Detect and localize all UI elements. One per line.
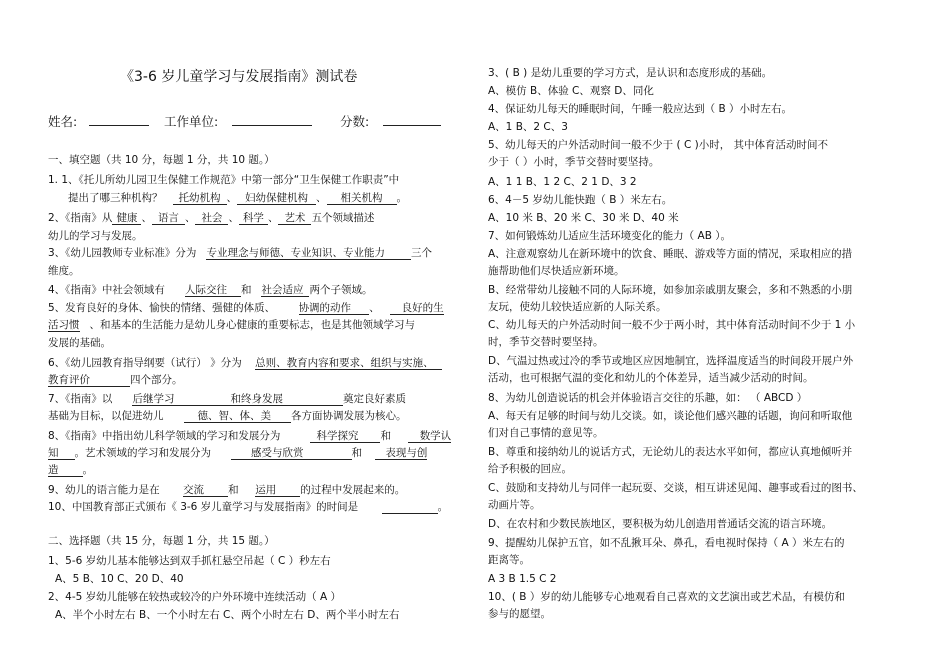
choice-q5-options: A、1 1 B、1 2 C、2 1 D、3 2 — [488, 176, 637, 188]
fill-q4-answer-1: 人际交往 — [185, 284, 241, 297]
fill-q1-sep-2: 、 — [316, 192, 327, 204]
score-label: 分数: — [340, 114, 370, 129]
section-fill-in-heading: 一、填空题（共 10 分，每题 1 分，共 10 题。） — [48, 154, 275, 166]
document-title: 《3-6 岁儿童学习与发展指南》测试卷 — [120, 69, 358, 85]
fill-q3-answer: 专业理念与师德、专业知识、专业能力 — [206, 247, 411, 260]
choice-q5-line1: 5、幼儿每天的户外活动时间一般不少于 ( C )小时， 其中体育活动时间不 — [488, 139, 829, 151]
choice-q9-line1: 9、提醒幼儿保护五官，如不乱揪耳朵、鼻孔，看电视时保持（ A ）米左右的 — [488, 537, 845, 549]
fill-q8-end: 。 — [82, 464, 93, 476]
choice-q4-options: A、1 B、2 C、3 — [488, 121, 568, 133]
choice-q8: 8、为幼儿创造说话的机会并体验语言交往的乐趣，如： （ ABCD ） — [488, 392, 808, 404]
fill-q8-line2 — [48, 446, 427, 460]
fill-q10-end: 。 — [437, 501, 449, 513]
fill-q2-answer-2: 语言 — [152, 212, 185, 225]
choice-q7-option-a-line2: 施帮助他们尽快适应新环境。 — [488, 265, 625, 277]
fill-q4-end: 两个子领域。 — [309, 284, 373, 296]
fill-q7-prompt: 7、《指南》以 — [48, 393, 113, 405]
fill-q5-line3: 发展的基础。 — [48, 337, 111, 349]
fill-q2-line1 — [48, 211, 374, 225]
fill-q6-answer-cont: 教育评价 — [48, 374, 130, 387]
choice-q3-options: A、模仿 B、体验 C、观察 D、同化 — [488, 85, 654, 97]
fill-q8-line3 — [48, 463, 93, 477]
fill-q5-prompt: 5、发育良好的身体、愉快的情绪、强健的体质、 — [48, 302, 276, 314]
choice-q6-options: A、10 米 B、20 米 C、30 米 D、40 米 — [488, 212, 679, 224]
fill-q9-end: 的过程中发展起来的。 — [300, 484, 406, 496]
fill-q7-prompt-2: 基础为目标，以促进幼儿 — [48, 410, 164, 422]
fill-q3-line2: 维度。 — [48, 265, 80, 277]
fill-q8-answer-2: 数学认 — [408, 430, 452, 443]
fill-q8-line1 — [48, 429, 451, 443]
fill-q9 — [48, 483, 405, 497]
fill-q1-answer-3: 相关机构 — [327, 192, 397, 205]
score-field[interactable] — [383, 113, 441, 126]
fill-q8-answer-2-cont: 知 — [48, 447, 75, 460]
fill-q2-answer-4: 科学 — [239, 212, 268, 225]
choice-q7-option-d-line2: 活动，也可根据气温的变化和幼儿的个体差异，适当减少活动的时间。 — [488, 372, 814, 384]
fill-q7-end: 奠定良好素质 — [342, 393, 406, 405]
fill-q9-answer-2: 运用 — [255, 484, 300, 497]
fill-q10 — [48, 500, 448, 514]
fill-q7-end-2: 各方面协调发展为核心。 — [291, 410, 407, 422]
fill-q2-end: 五个领域描述 — [311, 212, 375, 224]
fill-q8-answer-1: 科学探究 — [310, 430, 380, 443]
fill-q4-answer-2: 社会适应 — [261, 284, 309, 297]
choice-q2-options: A、半个小时左右 B、一个小时左右 C、两个小时左右 D、两个半小时左右 — [55, 609, 400, 621]
choice-q8-option-d: D、在农村和少数民族地区，要积极为幼儿创造用普通话交流的语言环境。 — [488, 518, 833, 530]
choice-q7: 7、如何锻炼幼儿适应生活环境变化的能力（ AB ）。 — [488, 230, 731, 242]
fill-q8-and: 和 — [380, 430, 391, 442]
fill-q5-line2 — [48, 318, 415, 332]
fill-q8-prompt: 8、《指南》中指出幼儿科学领域的学习和发展分为 — [48, 430, 281, 442]
fill-q9-and: 和 — [228, 484, 239, 496]
choice-q10-line2: 参与的愿望。 — [488, 608, 551, 620]
fill-q6-end: 四个部分。 — [130, 374, 183, 386]
fill-q2-answer-3: 社会 — [195, 212, 228, 225]
fill-q2-sep-2: 、 — [184, 212, 196, 224]
fill-q5-sep: 、 — [369, 302, 380, 314]
fill-q2-line2: 幼儿的学习与发展。 — [48, 230, 143, 242]
choice-q8-option-a-line1: A、每天有足够的时间与幼儿交谈。如，谈论他们感兴趣的话题，询问和听取他 — [488, 410, 853, 422]
choice-q10-line1: 10、( B ）岁的幼儿能够专心地观看自己喜欢的文艺演出或艺术品，有模仿和 — [488, 591, 845, 603]
choice-q8-option-b-line2: 给予积极的回应。 — [488, 463, 572, 475]
name-field[interactable] — [89, 113, 149, 126]
fill-q2-prompt: 2、《指南》从 — [48, 212, 113, 224]
fill-q1-answer-1: 托幼机构 — [173, 192, 227, 205]
fill-q5-answer-2: 良好的生 — [390, 302, 444, 315]
choice-q7-option-a-line1: A、注意观察幼儿在新环境中的饮食、睡眠、游戏等方面的情况，采取相应的措 — [488, 248, 853, 260]
choice-q7-option-c-line2: 时，季节交替时要坚持。 — [488, 336, 604, 348]
fill-q5-answer-2-cont: 活习惯 — [48, 319, 80, 331]
fill-q9-prompt: 9、幼儿的语言能力是在 — [48, 484, 160, 496]
choice-q2: 2、4-5 岁幼儿能够在较热或较冷的户外环境中连续活动（ A ） — [48, 591, 342, 603]
fill-q8-text: 。艺术领域的学习和发展分为 — [74, 447, 211, 459]
fill-q5-answer-1: 协调的动作 — [299, 302, 370, 315]
fill-q7-line2 — [48, 409, 407, 423]
choice-q6: 6、4－5 岁幼儿能快跑（ B ）米左右。 — [488, 194, 673, 206]
fill-q2-sep-3: 、 — [228, 212, 239, 224]
section-choice-heading: 二、选择题（共 15 分，每题 1 分，共 15 题。） — [48, 535, 275, 547]
choice-q1-options: A、5 B、10 C、20 D、40 — [55, 573, 184, 585]
choice-q4: 4、保证幼儿每天的睡眠时间，午睡一般应达到（ B ）小时左右。 — [488, 103, 793, 115]
fill-q1-prompt: 提出了哪三种机构？ — [68, 192, 163, 204]
fill-q8-and-2: 和 — [351, 447, 363, 459]
fill-q1-end: 。 — [396, 192, 408, 204]
fill-q1-line2 — [68, 191, 407, 205]
fill-q7-answer-2: 和终身发展 — [230, 393, 343, 406]
choice-q9-line2: 距离等。 — [488, 554, 530, 566]
fill-q6-line1 — [48, 356, 442, 370]
fill-q8-answer-3: 感受与欣赏 — [231, 447, 352, 460]
fill-q8-answer-4-cont: 造 — [48, 464, 83, 477]
fill-q2-sep-4: 、 — [267, 212, 279, 224]
fill-q1-line1: 1. 1、《托儿所幼儿园卫生保健工作规范》中第一部分“卫生保健工作职责”中 — [48, 174, 400, 186]
fill-q3-end: 三个 — [410, 247, 432, 259]
fill-q1-answer-2: 妇幼保健机构 — [237, 192, 316, 205]
choice-q7-option-c-line1: C、幼儿每天的户外活动时间一般不少于两小时，其中体育活动时间不少于 1 小 — [488, 319, 856, 331]
fill-q2-sep-1: 、 — [141, 212, 152, 224]
choice-q5-line2: 少于（ ）小时，季节交替时要坚持。 — [488, 156, 660, 168]
fill-q1-sep-1: 、 — [226, 192, 238, 204]
choice-q7-option-d-line1: D、气温过热或过冷的季节或地区应因地制宜，选择温度适当的时间段开展户外 — [488, 355, 854, 367]
choice-q7-option-b-line1: B、经常带幼儿接触不同的人际环境，如参加亲戚朋友聚会，多和不熟悉的小朋 — [488, 284, 853, 296]
fill-q6-line2 — [48, 373, 183, 387]
choice-q8-option-c-line2: 动画片等。 — [488, 499, 541, 511]
fill-q2-answer-5: 艺术 — [278, 212, 311, 225]
fill-q3-line1 — [48, 246, 432, 260]
fill-q4-and: 和 — [240, 284, 252, 296]
fill-q4 — [48, 283, 372, 297]
fill-q6-answer: 总则、教育内容和要求、组织与实施、 — [255, 357, 442, 370]
work-unit-field[interactable] — [232, 113, 312, 126]
choice-q9-options: A 3 B 1.5 C 2 — [488, 573, 557, 585]
choice-q8-option-b-line1: B、尊重和接纳幼儿的说话方式，无论幼儿的表达水平如何，都应认真地倾听并 — [488, 446, 853, 458]
fill-q4-prompt: 4、《指南》中社会领域有 — [48, 284, 165, 296]
fill-q10-blank[interactable] — [382, 503, 438, 514]
fill-q5-line1 — [48, 301, 444, 315]
fill-q7-answer-1: 后继学习 — [132, 393, 230, 406]
fill-q8-answer-4: 表现与创 — [375, 447, 427, 460]
fill-q2-answer-1: 健康 — [112, 212, 141, 225]
choice-q1: 1、5-6 岁幼儿基本能够达到双手抓杠悬空吊起（ C ）秒左右 — [48, 555, 331, 567]
fill-q6-prompt: 6、《幼儿园教育指导纲要（试行） 》分为 — [48, 357, 242, 369]
work-unit-label: 工作单位: — [164, 114, 219, 129]
fill-q7-answer-3: 德、智、体、美 — [184, 410, 292, 423]
fill-q9-answer-1: 交流 — [183, 484, 228, 497]
fill-q7-line1 — [48, 392, 406, 406]
choice-q8-option-a-line2: 们对自己事情的意见等。 — [488, 427, 604, 439]
choice-q8-option-c-line1: C、鼓励和支持幼儿与同伴一起玩耍、交谈，相互讲述见闻、趣事或看过的图书、 — [488, 482, 863, 494]
choice-q7-option-b-line2: 友玩，使幼儿较快适应新的人际关系。 — [488, 301, 667, 313]
fill-q3-prompt: 3、《幼儿园教师专业标准》分为 — [48, 247, 197, 259]
fill-q5-text: 、和基本的生活能力是幼儿身心健康的重要标志，也是其他领域学习与 — [89, 319, 416, 331]
name-label: 姓名: — [48, 114, 78, 129]
choice-q3: 3、( B ) 是幼儿重要的学习方式，是认识和态度形成的基础。 — [488, 67, 773, 79]
fill-q10-prompt: 10、中国教育部正式颁布《 3-6 岁儿童学习与发展指南》的时间是 — [48, 501, 359, 513]
